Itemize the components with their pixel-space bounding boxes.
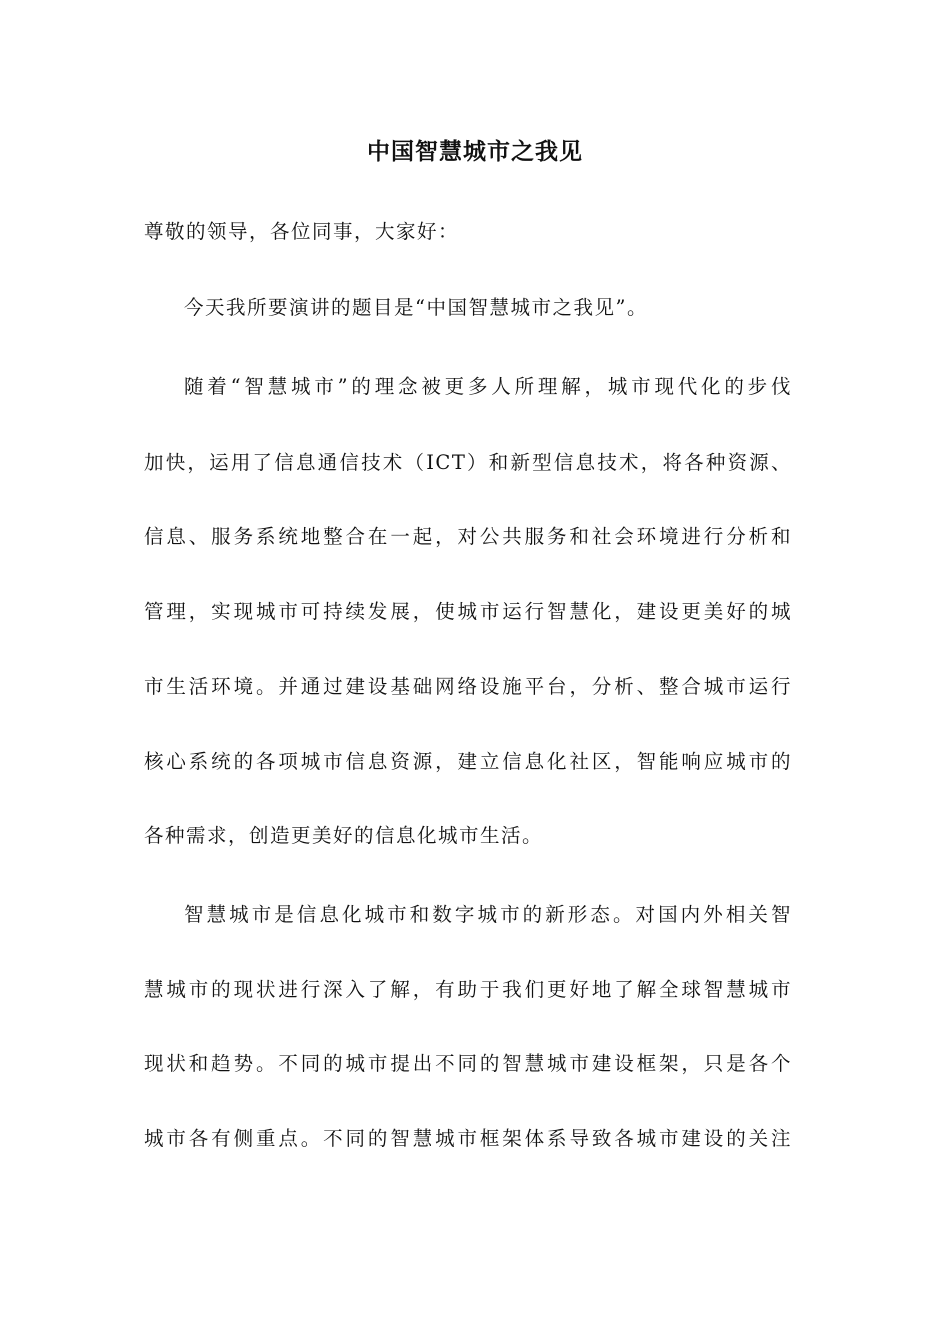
paragraph-line: 随着“智慧城市”的理念被更多人所理解，城市现代化的步伐 <box>184 375 792 398</box>
paragraph-line: 加快，运用了信息通信技术（ICT）和新型信息技术，将各种资源、 <box>144 451 792 474</box>
paragraph-line: 各种需求，创造更美好的信息化城市生活。 <box>144 824 544 847</box>
paragraph-line: 今天我所要演讲的题目是“中国智慧城市之我见”。 <box>184 296 648 319</box>
greeting-line: 尊敬的领导，各位同事，大家好： <box>144 220 460 243</box>
paragraph-line: 市生活环境。并通过建设基础网络设施平台，分析、整合城市运行 <box>144 675 792 698</box>
paragraph-line: 管理，实现城市可持续发展，使城市运行智慧化，建设更美好的城 <box>144 600 792 623</box>
paragraph-line: 城市各有侧重点。不同的智慧城市框架体系导致各城市建设的关注 <box>144 1127 792 1150</box>
paragraph-line: 慧城市的现状进行深入了解，有助于我们更好地了解全球智慧城市 <box>144 978 792 1001</box>
paragraph-line: 核心系统的各项城市信息资源，建立信息化社区，智能响应城市的 <box>144 750 792 773</box>
paragraph-line: 现状和趋势。不同的城市提出不同的智慧城市建设框架，只是各个 <box>144 1052 792 1075</box>
paragraph-line: 信息、服务系统地整合在一起，对公共服务和社会环境进行分析和 <box>144 525 792 548</box>
paragraph-line: 智慧城市是信息化城市和数字城市的新形态。对国内外相关智 <box>184 903 792 926</box>
document-title: 中国智慧城市之我见 <box>367 138 583 165</box>
